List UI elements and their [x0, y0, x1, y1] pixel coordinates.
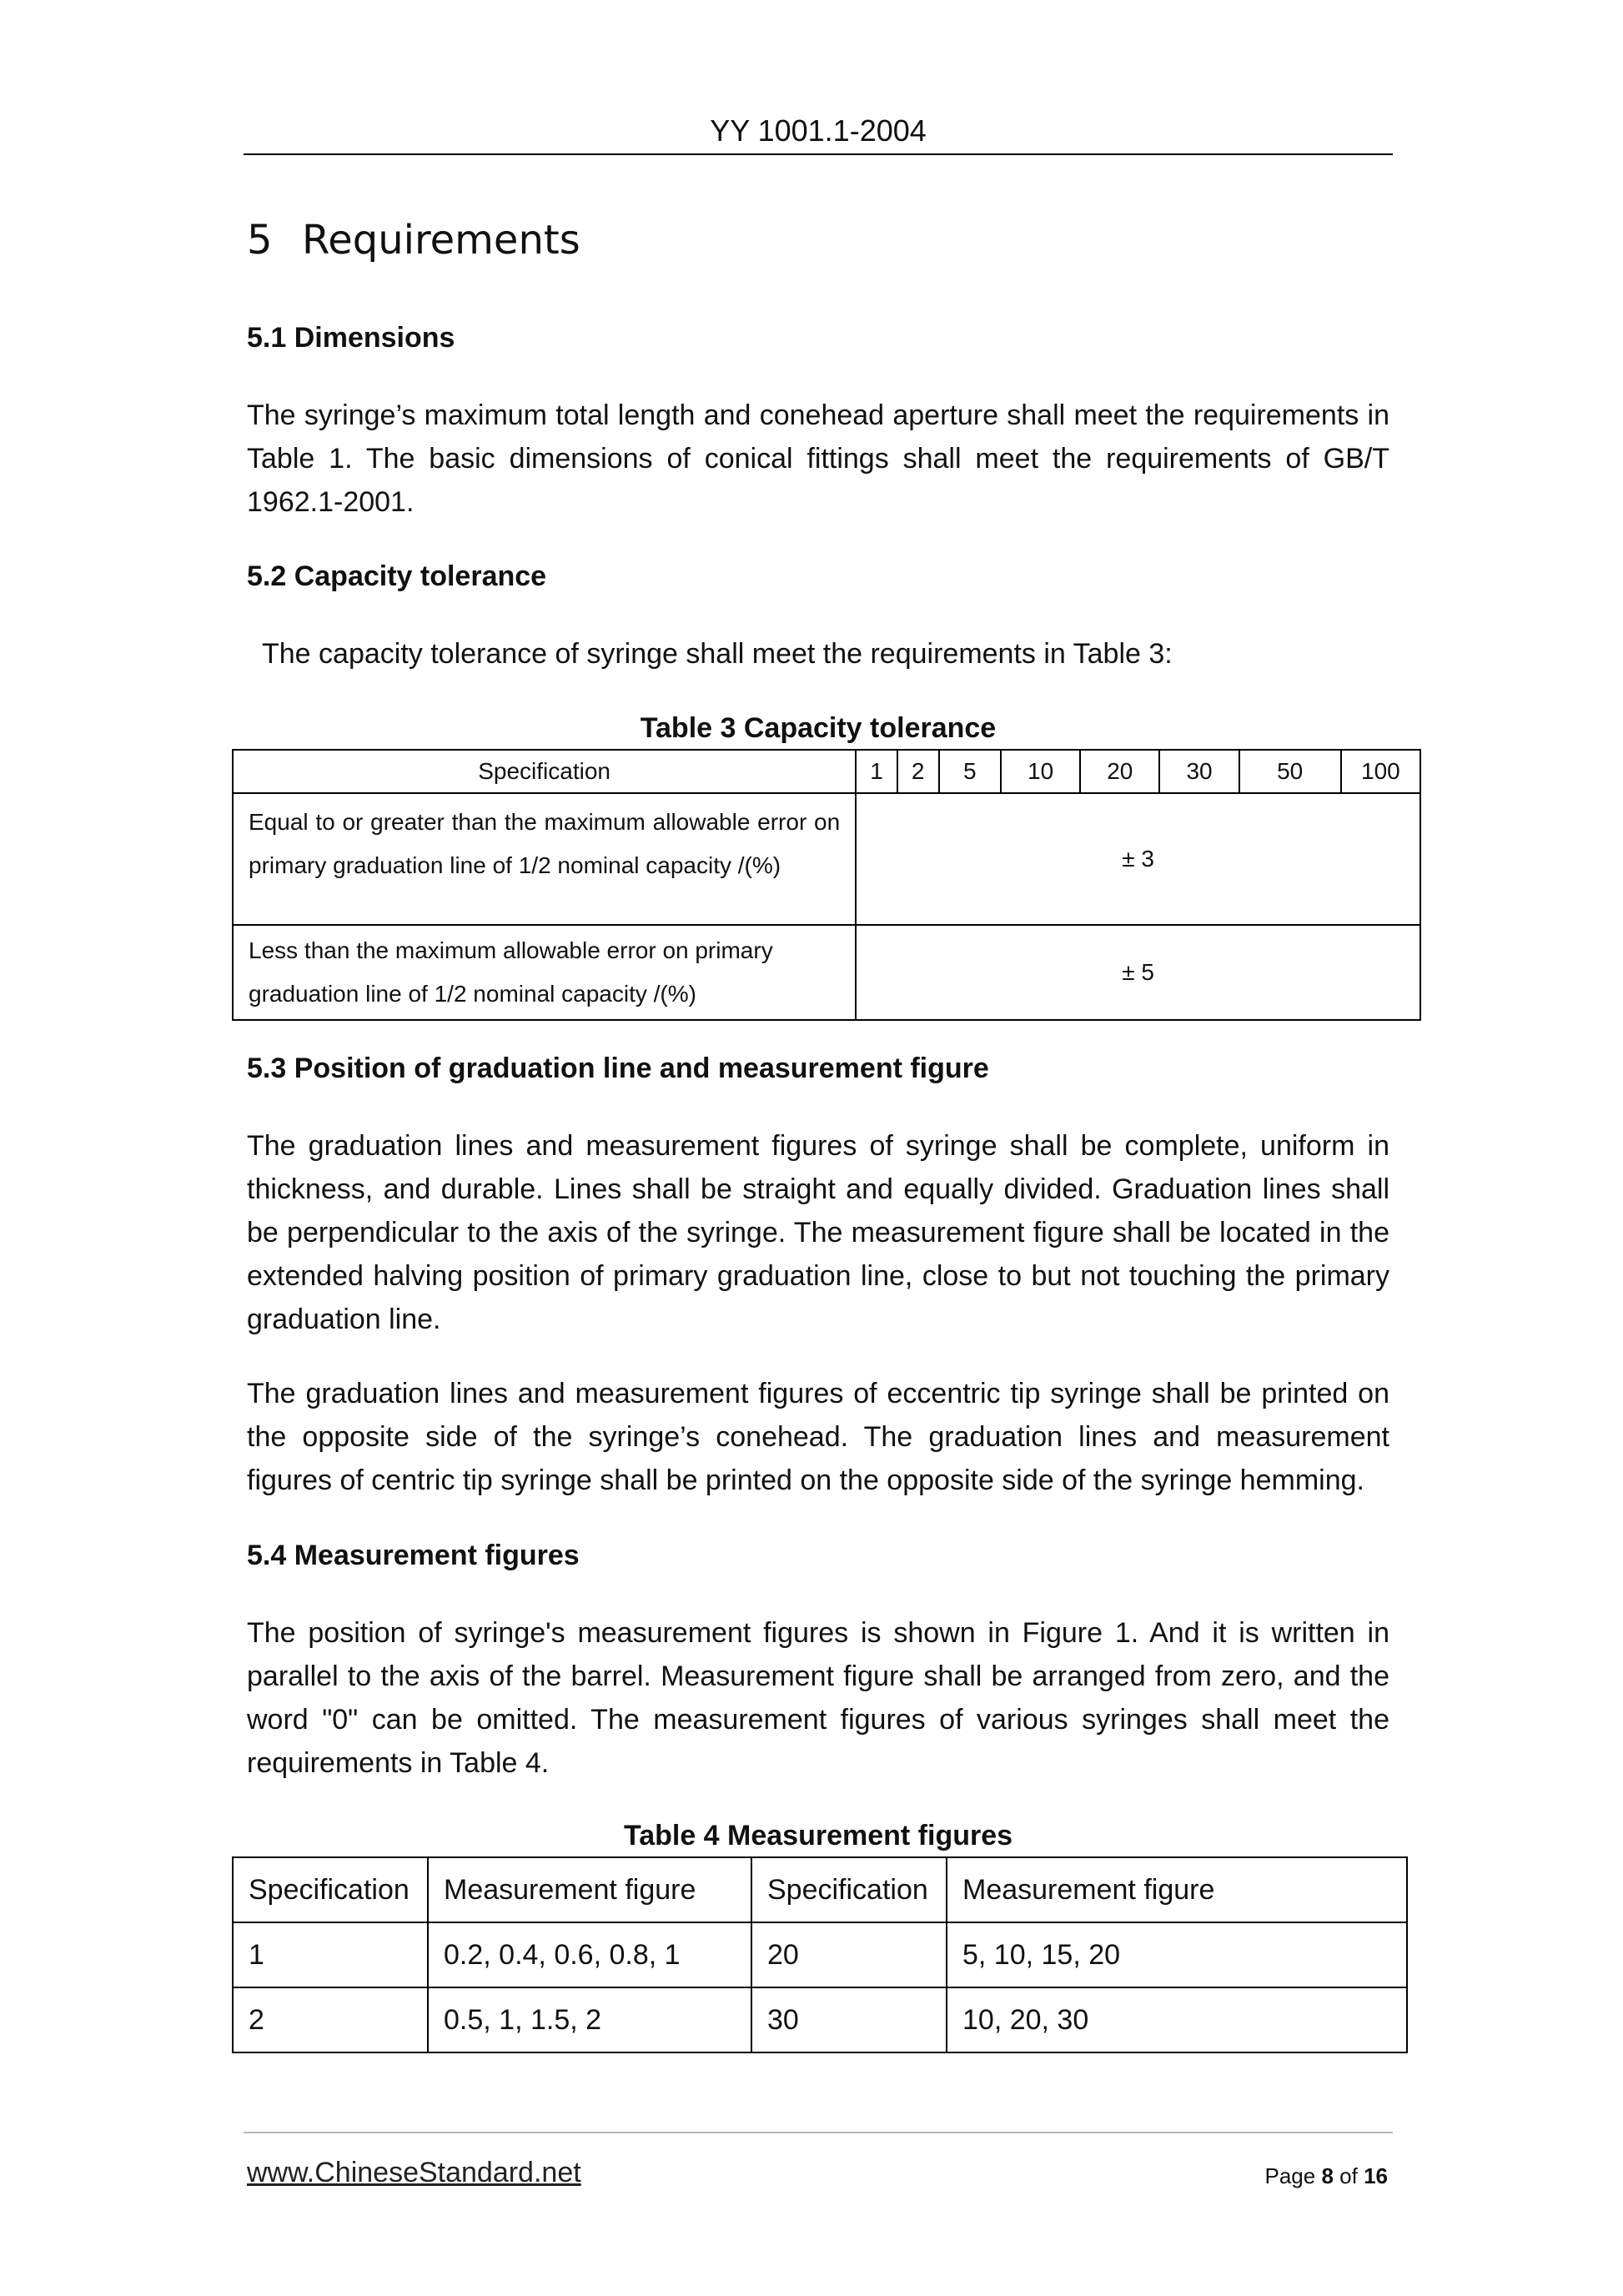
spec-cell: 100	[1341, 750, 1420, 793]
table-4-caption: Table 4 Measurement figures	[623, 1820, 1013, 1851]
page-of: of	[1339, 2163, 1358, 2188]
heading-5-1: 5.1 Dimensions	[247, 322, 455, 354]
paragraph-5-3-a: The graduation lines and measurement figures of syringe shall be complete, uniform in thickness, and durable. Lines shall be straight and equally divided. Graduation lines shall be perpendicular to the axis of the syringe. The measurement figure shall be located in the extended halving position of primary graduation line, close to but not touching the primary graduation line.	[247, 1130, 1389, 1335]
website-link[interactable]: www.ChineseStandard.net	[247, 2157, 581, 2188]
paragraph-5-2: The capacity tolerance of syringe shall meet the requirements in Table 3:	[262, 638, 1173, 670]
tolerance-row-label: Less than the maximum allowable error on primary graduation line of 1/2 nominal capacity /(%)	[233, 925, 856, 1020]
tolerance-row-label: Equal to or greater than the maximum allowable error on primary graduation line of 1/2 nominal capacity /(%)	[233, 793, 856, 925]
table-cell: 0.2, 0.4, 0.6, 0.8, 1	[428, 1922, 751, 1987]
table-row	[233, 793, 1420, 925]
table-3-caption: Table 3 Capacity tolerance	[640, 712, 997, 744]
header-divider	[244, 153, 1393, 155]
table-row	[233, 925, 1420, 1020]
table-row	[233, 1922, 1407, 1987]
header-cell: Specification	[233, 1857, 428, 1922]
spec-cell: 20	[1080, 750, 1159, 793]
section-heading	[247, 217, 580, 264]
spec-cell: 1	[856, 750, 897, 793]
table-cell: 1	[233, 1922, 428, 1987]
table-cell: 2	[233, 1987, 428, 2052]
total-pages: 16	[1364, 2163, 1388, 2188]
paragraph-5-1: The syringe’s maximum total length and conehead aperture shall meet the requirements in Table 1. The basic dimensions of conical fittings shall meet the requirements of GB/T 1962.1-2001.	[247, 399, 1389, 518]
capacity-tolerance-table	[232, 749, 1421, 1021]
header-cell: Measurement figure	[947, 1857, 1407, 1922]
page-number	[1264, 2163, 1388, 2189]
spec-cell: 2	[897, 750, 939, 793]
current-page: 8	[1321, 2163, 1334, 2188]
table-cell: 20	[751, 1922, 947, 1987]
measurement-figures-table	[232, 1856, 1408, 2053]
document-code-header: YY 1001.1-2004	[710, 113, 927, 148]
paragraph-5-3-b: The graduation lines and measurement figures of eccentric tip syringe shall be printed on the opposite side of the syringe’s conehead. The graduation lines and measurement figures of centric tip syringe shall be printed on the opposite side of the syringe hemming.	[247, 1378, 1389, 1496]
header-cell: Measurement figure	[428, 1857, 751, 1922]
heading-5-2: 5.2 Capacity tolerance	[247, 560, 547, 592]
spec-cell: 5	[939, 750, 1002, 793]
heading-5-3: 5.3 Position of graduation line and measurement figure	[247, 1053, 989, 1084]
table-cell: 30	[751, 1987, 947, 2052]
table-cell: 10, 20, 30	[947, 1987, 1407, 2052]
tolerance-value: ± 3	[856, 793, 1420, 925]
spec-cell: 10	[1001, 750, 1080, 793]
paragraph-5-4: The position of syringe's measurement figures is shown in Figure 1. And it is written in parallel to the axis of the barrel. Measurement figure shall be arranged from zero, and the word "0" can be omitted. The measurement figures of various syringes shall meet the requirements in Table 4.	[247, 1617, 1389, 1779]
table-row	[233, 1857, 1407, 1922]
section-number: 5	[247, 217, 273, 264]
table-cell: 5, 10, 15, 20	[947, 1922, 1407, 1987]
table-row	[233, 750, 1420, 793]
header-cell: Specification	[751, 1857, 947, 1922]
table-row	[233, 1987, 1407, 2052]
footer-divider	[244, 2132, 1393, 2133]
tolerance-value: ± 5	[856, 925, 1420, 1020]
spec-cell: 30	[1159, 750, 1239, 793]
table-cell: 0.5, 1, 1.5, 2	[428, 1987, 751, 2052]
spec-label-cell: Specification	[233, 750, 856, 793]
spec-cell: 50	[1239, 750, 1341, 793]
section-title: Requirements	[302, 217, 580, 264]
page-prefix: Page	[1264, 2163, 1316, 2188]
heading-5-4: 5.4 Measurement figures	[247, 1540, 580, 1571]
